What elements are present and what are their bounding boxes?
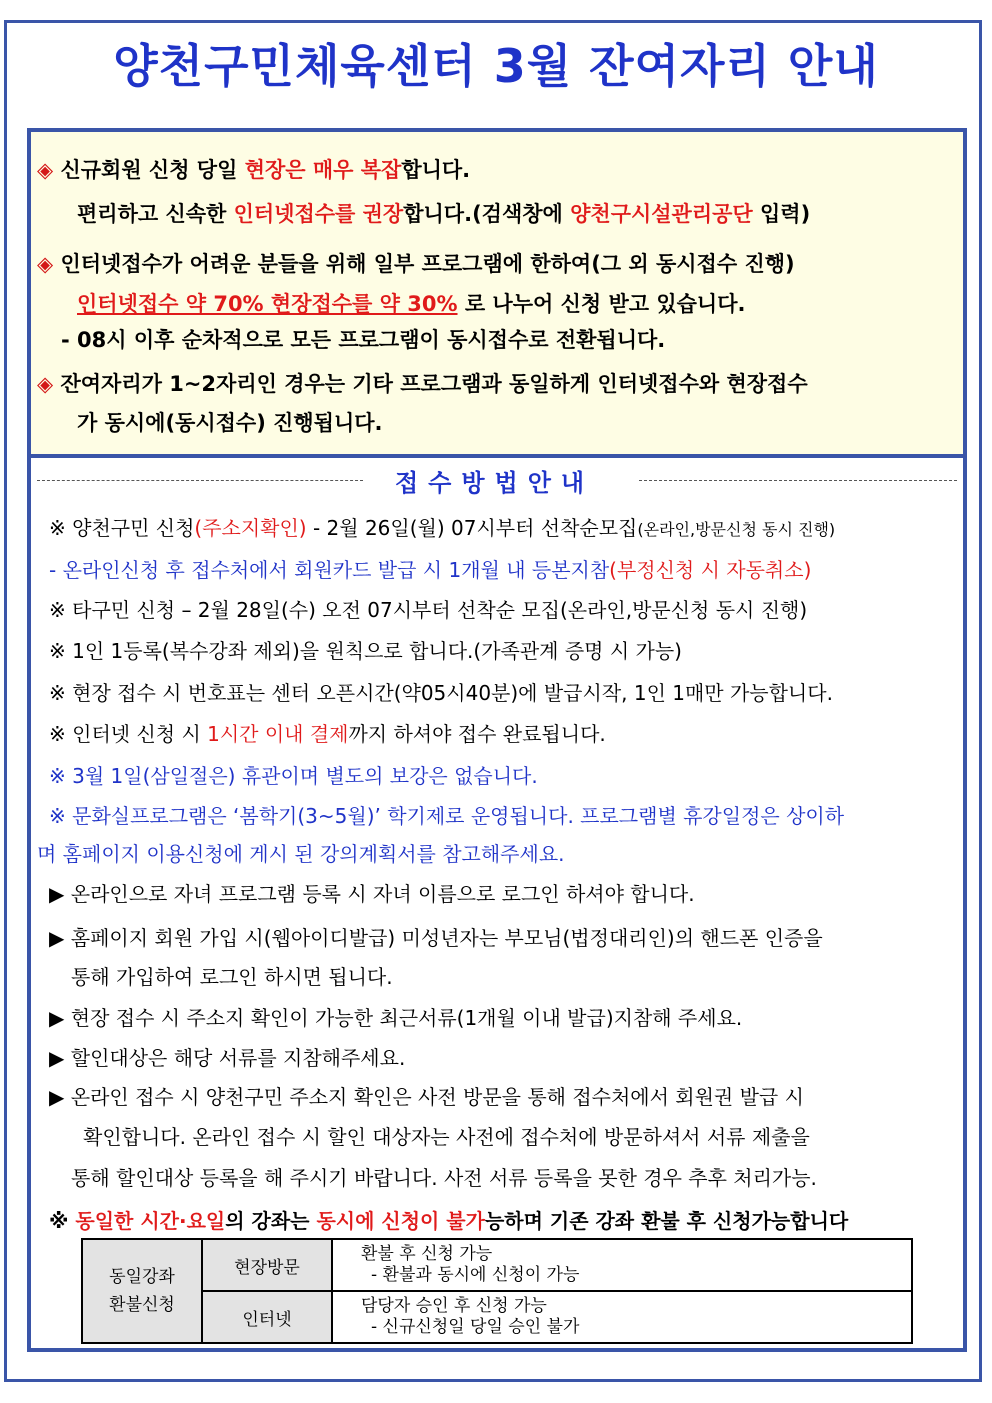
dashed-divider-right (639, 480, 957, 481)
notice-line-3: ◈ 인터넷접수가 어려운 분들을 위해 일부 프로그램에 한하여(그 외 동시접수 진행) (37, 252, 795, 276)
info-minor-signup-cont: 통해 가입하여 로그인 하시면 됩니다. (71, 965, 393, 989)
dashed-divider-left (37, 480, 363, 481)
method-cell: 현장방문 (202, 1239, 332, 1291)
diamond-bullet-icon: ◈ (37, 372, 54, 396)
info-minor-signup: ▶ 홈페이지 회원 가입 시(웹아이디발급) 미성년자는 부모님(법정대리인)의 핸드폰 인증을 (49, 926, 823, 950)
arrow-bullet-icon: ▶ (49, 1006, 65, 1030)
notice-line-6: ◈ 잔여자리가 1~2자리인 경우는 기타 프로그램과 동일하게 인터넷접수와 현장접수 (37, 372, 808, 396)
rule-online-card: - 온라인신청 후 접수처에서 회원카드 발급 시 1개월 내 등본지참(부정신청 시 자동취소) (49, 558, 812, 582)
info-online-address: ▶ 온라인 접수 시 양천구민 주소지 확인은 사전 방문을 통해 접수처에서 회원권 발급 시 (49, 1085, 804, 1109)
diamond-bullet-icon: ◈ (37, 158, 54, 182)
method-cell: 인터넷 (202, 1291, 332, 1343)
rule-culture-program-cont: 며 홈페이지 이용신청에 게시 된 강의계획서를 참고해주세요. (37, 842, 565, 866)
section-title: 접수방법안내 (395, 469, 595, 497)
info-online-address-cont-2: 통해 할인대상 등록을 해 주시기 바랍니다. 사전 서류 등록을 못한 경우 추후 처리가능. (71, 1166, 817, 1190)
refund-table-header: 동일강좌 환불신청 (82, 1239, 202, 1343)
table-row (82, 1291, 912, 1343)
section-heading (31, 462, 963, 502)
notice-line-2: 편리하고 신속한 인터넷접수를 권장합니다.(검색창에 양천구시설관리공단 입력) (77, 202, 811, 226)
rule-cell: 담당자 승인 후 신청 가능 - 신규신청일 당일 승인 불가 (332, 1291, 912, 1343)
info-documents: ▶ 현장 접수 시 주소지 확인이 가능한 최근서류(1개월 이내 발급)지참해 주세요. (49, 1006, 743, 1030)
rule-payment: ※ 인터넷 신청 시 1시간 이내 결제까지 하셔야 접수 완료됩니다. (49, 722, 606, 746)
rule-closed-day: ※ 3월 1일(삼일절은) 휴관이며 별도의 보강은 없습니다. (49, 764, 538, 788)
rule-one-registration: ※ 1인 1등록(복수강좌 제외)을 원칙으로 합니다.(가족관계 증명 시 가능) (49, 639, 682, 663)
content-frame (27, 128, 967, 1352)
notice-line-4: 인터넷접수 약 70% 현장접수를 약 30% 로 나누어 신청 받고 있습니다. (77, 292, 746, 316)
arrow-bullet-icon: ▶ (49, 926, 65, 950)
notice-line-1: ◈ 신규회원 신청 당일 현장은 매우 복잡합니다. (37, 158, 471, 182)
refund-table (81, 1238, 913, 1344)
rule-culture-program: ※ 문화실프로그램은 ‘봄학기(3~5월)’ 학기제로 운영됩니다. 프로그램별 휴강일정은 상이하 (49, 804, 845, 828)
notice-line-5: - 08시 이후 순차적으로 모든 프로그램이 동시접수로 전환됩니다. (61, 328, 666, 352)
diamond-bullet-icon: ◈ (37, 252, 54, 276)
info-discount: ▶ 할인대상은 해당 서류를 지참해주세요. (49, 1046, 406, 1070)
table-row (82, 1239, 912, 1291)
arrow-bullet-icon: ▶ (49, 1046, 65, 1070)
rule-ticket: ※ 현장 접수 시 번호표는 센터 오픈시간(약05시40분)에 발급시작, 1인 1매만 가능합니다. (49, 681, 833, 705)
notice-box (31, 132, 963, 458)
notice-line-7: 가 동시에(동시접수) 진행됩니다. (77, 411, 383, 435)
info-online-address-cont-1: 확인합니다. 온라인 접수 시 할인 대상자는 사전에 접수처에 방문하셔서 서류 제출을 (83, 1125, 810, 1149)
rule-other-district: ※ 타구민 신청 – 2월 28일(수) 오전 07시부터 선착순 모집(온라인,방문신청 동시 진행) (49, 598, 808, 622)
rule-cell: 환불 후 신청 가능 - 환불과 동시에 신청이 가능 (332, 1239, 912, 1291)
info-child-login: ▶ 온라인으로 자녀 프로그램 등록 시 자녀 이름으로 로그인 하셔야 합니다. (49, 882, 695, 906)
arrow-bullet-icon: ▶ (49, 1085, 65, 1109)
rule-yangcheon: ※ 양천구민 신청(주소지확인) - 2월 26일(월) 07시부터 선착순모집(온라인,방문신청 동시 진행) (49, 516, 836, 540)
arrow-bullet-icon: ▶ (49, 882, 65, 906)
refund-notice: ※ 동일한 시간·요일의 강좌는 동시에 신청이 불가능하며 기존 강좌 환불 후 신청가능합니다 (49, 1209, 849, 1233)
page-title: 양천구민체육센터 3월 잔여자리 안내 (113, 39, 879, 93)
